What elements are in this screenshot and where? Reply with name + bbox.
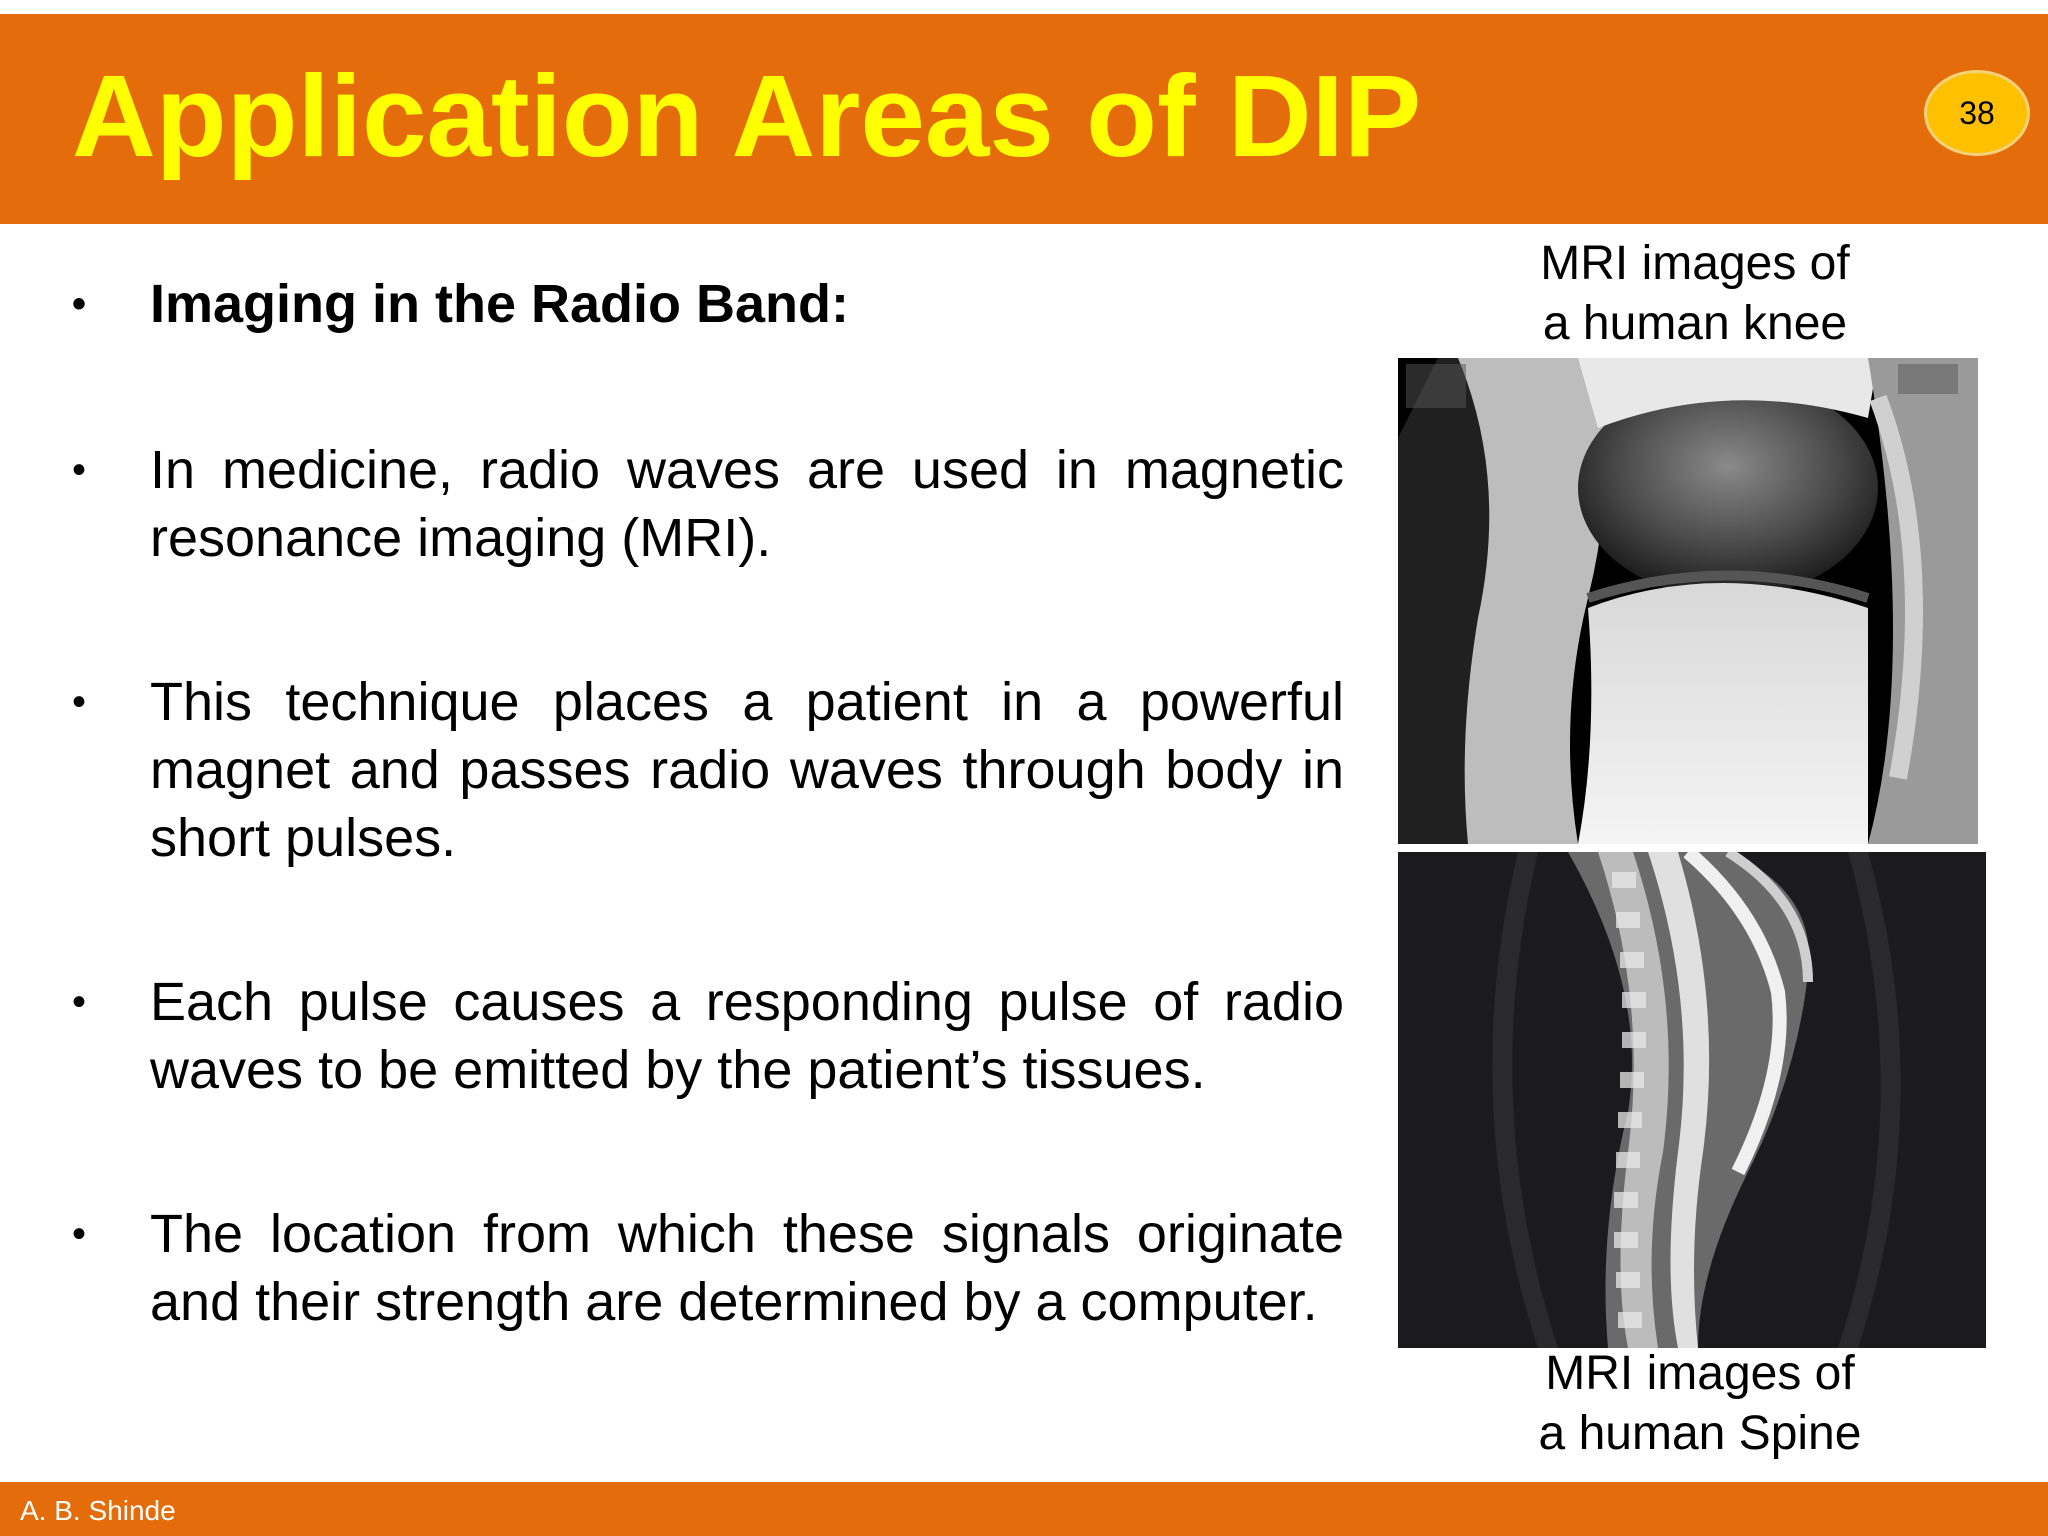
bullet-item	[72, 270, 1344, 338]
bullet-text: The location from which these signals originate and their strength are determined by a computer.	[150, 1204, 1344, 1332]
bullet-dot: •	[72, 1212, 87, 1256]
top-strip	[0, 0, 2048, 14]
mri-knee-image	[1398, 358, 1978, 844]
spine-caption-line: a human Spine	[1538, 1407, 1862, 1460]
knee-caption-line: a human knee	[1542, 297, 1848, 350]
spine-caption	[1390, 1344, 2010, 1464]
knee-caption	[1385, 234, 2005, 354]
bullet-dot: •	[72, 980, 87, 1024]
slide-number-badge: 38	[1924, 70, 2030, 156]
bullet-text: Each pulse causes a responding pulse of radio waves to be emitted by the patient’s tissues.	[150, 972, 1344, 1100]
knee-caption-line: MRI images of	[1540, 237, 1850, 290]
bullet-item	[72, 668, 1344, 872]
bullet-item	[72, 968, 1344, 1104]
bullet-item	[72, 436, 1344, 572]
bullet-text: This technique places a patient in a powerful magnet and passes radio waves through body in short pulses.	[150, 672, 1344, 868]
mri-spine-image	[1398, 852, 1986, 1348]
bullet-dot: •	[72, 282, 87, 326]
bullet-item	[72, 1200, 1344, 1336]
bullet-dot: •	[72, 680, 87, 724]
slide-title: Application Areas of DIP	[72, 51, 1422, 181]
footer-bar	[0, 1482, 2048, 1536]
bullet-text: In medicine, radio waves are used in magnetic resonance imaging (MRI).	[150, 440, 1344, 568]
bullet-text: Imaging in the Radio Band:	[150, 274, 849, 334]
author-name: A. B. Shinde	[20, 1495, 176, 1526]
bullet-dot: •	[72, 448, 87, 492]
spine-caption-line: MRI images of	[1545, 1347, 1855, 1400]
